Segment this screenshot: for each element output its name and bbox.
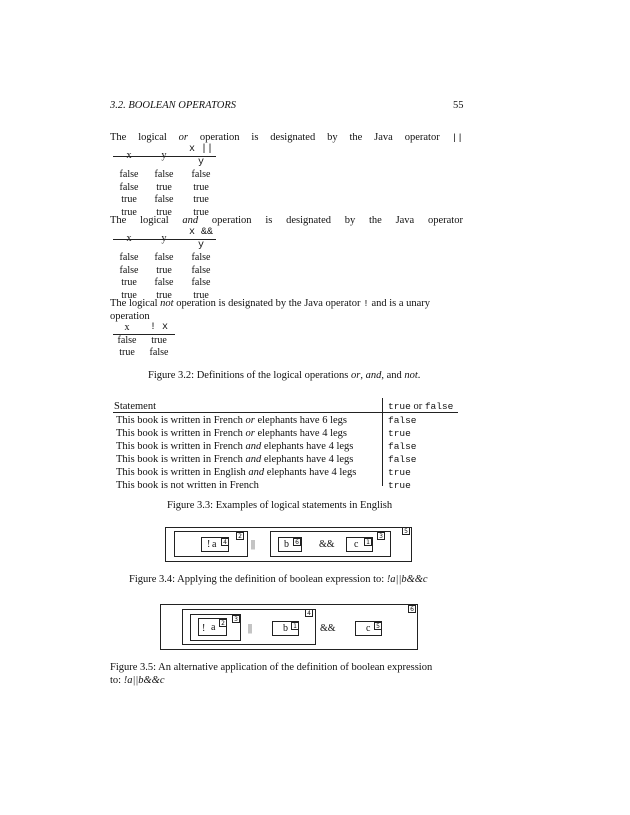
node-label: 3 [377, 532, 385, 540]
statements-header: Statement [114, 401, 156, 412]
table-row: false false false [119, 252, 211, 263]
not-definition-line2: operation [110, 311, 150, 322]
table-rule [113, 412, 458, 413]
node-label: 3 [232, 615, 240, 623]
and-operator: && [319, 539, 335, 550]
table-row: false false false [119, 169, 211, 180]
running-header: 3.2. BOOLEAN OPERATORS [110, 100, 236, 111]
statement-row: This book is written in French and elephants have 4 legs [116, 441, 354, 452]
node-label: 6 [408, 605, 416, 613]
statement-value: true [388, 467, 411, 478]
node-label: 2 [236, 532, 244, 540]
node-label: 5 [374, 622, 382, 630]
node-label: 1 [364, 538, 372, 546]
column-divider [382, 398, 383, 486]
figure-3-2-caption: Figure 3.2: Definitions of the logical operations or, and, and not. [148, 370, 421, 381]
table-row: true true true [121, 289, 209, 301]
statement-value: false [388, 454, 417, 465]
and-operator: && [320, 623, 336, 634]
table-rule [113, 156, 216, 157]
table-row: true false false [121, 277, 211, 288]
var-c: c [354, 539, 359, 550]
table-rule [113, 239, 216, 240]
not-operator: ! [202, 623, 206, 634]
table-row: true true true [121, 206, 209, 218]
statement-row: This book is not written in French [116, 480, 259, 491]
node-label: 6 [293, 538, 301, 546]
table-row: false true [117, 334, 167, 346]
and-definition-sentence: The logical and operation is designated by the Java operator [110, 215, 463, 226]
or-operator: || [251, 539, 256, 550]
figure-3-4-caption: Figure 3.4: Applying the definition of boolean expression to: !a||b&&c [129, 574, 428, 585]
var-b: b [283, 623, 288, 634]
table-header-row: x y x && y [126, 227, 213, 251]
not-operator: ! [207, 539, 211, 550]
figure-3-3-caption: Figure 3.3: Examples of logical statements in English [167, 500, 393, 511]
node-label: 1 [291, 622, 299, 630]
node-label: 5 [402, 527, 410, 535]
not-truth-table [114, 322, 178, 360]
table-row: false true false [119, 264, 211, 276]
node-label: 4 [221, 538, 229, 546]
statement-value: true [388, 480, 411, 491]
table-header-row: x ! x [124, 322, 168, 333]
statement-row: This book is written in French or elephants have 4 legs [116, 428, 347, 439]
var-a: a [212, 539, 217, 550]
figure-3-5-caption-line2: to: !a||b&&c [110, 675, 165, 686]
page-number: 55 [453, 100, 464, 111]
var-a: a [211, 622, 216, 633]
table-row: true false [119, 347, 169, 358]
statement-row: This book is written in English and elephants have 4 legs [116, 467, 357, 478]
node-label: 4 [305, 609, 313, 617]
table-header-row: x y x || y [126, 144, 213, 168]
value-column-header: true or false [388, 401, 454, 412]
table-row: false true true [119, 181, 209, 193]
not-definition-line1: The logical not operation is designated by the Java operator ! and is a unary [110, 298, 431, 309]
table-row: true false true [121, 194, 209, 205]
statement-row: This book is written in French and elephants have 4 legs [116, 454, 354, 465]
statement-row: This book is written in French or elephants have 6 legs [116, 415, 347, 426]
statement-value: true [388, 428, 411, 439]
or-operator: || [248, 623, 253, 634]
table-rule [113, 334, 175, 335]
figure-3-5-caption-line1: Figure 3.5: An alternative application of the definition of boolean expression [110, 662, 433, 673]
statement-value: false [388, 415, 417, 426]
statement-value: false [388, 441, 417, 452]
var-b: b [284, 539, 289, 550]
var-c: c [366, 623, 371, 634]
node-label: 2 [219, 619, 227, 627]
or-definition-sentence: The logical or operation is designated by the Java operator || [110, 132, 463, 143]
